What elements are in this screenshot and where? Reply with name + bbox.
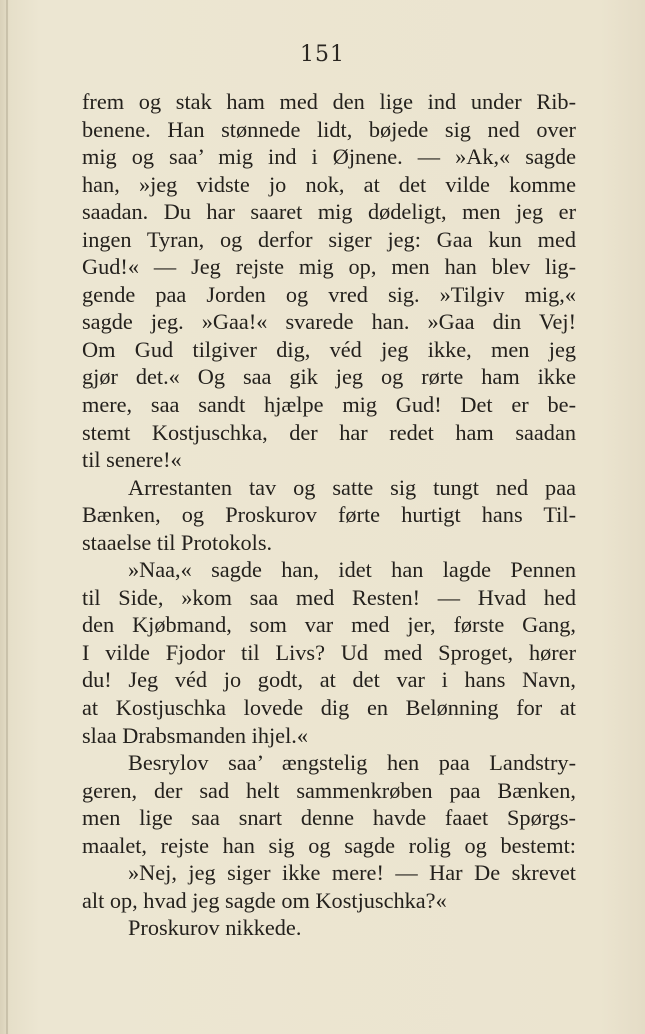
text-line: gende paa Jorden og vred sig. »Tilgiv mig,« — [82, 281, 576, 307]
text-line: Besrylov saa’ ængstelig hen paa Landstry- — [128, 750, 576, 776]
page-number: 151 — [300, 42, 345, 67]
text-line: alt op, hvad jeg sagde om Kostjuschka?« — [82, 887, 447, 913]
text-line: til senere!« — [82, 447, 182, 473]
text-line: at Kostjuschka lovede dig en Belønning for at — [82, 695, 576, 721]
text-line: han, »jeg vidste jo nok, at det vilde komme — [82, 171, 576, 197]
text-line: frem og stak ham med den lige ind under Rib- — [82, 89, 576, 114]
text-line: den Kjøbmand, som var med jer, første Gang, — [82, 612, 576, 638]
text-line: Bænken, og Proskurov førte hurtigt hans Til- — [82, 502, 576, 528]
text-line: geren, der sad helt sammenkrøben paa Bænken, — [82, 777, 576, 803]
text-line: maalet, rejste han sig og sagde rolig og bestemt: — [82, 832, 576, 858]
text-line: sagde jeg. »Gaa!« svarede han. »Gaa din Vej! — [82, 309, 576, 335]
text-line: saadan. Du har saaret mig dødeligt, men jeg er — [82, 199, 576, 225]
text-line: men lige saa snart denne havde faaet Spørgs- — [82, 805, 576, 831]
body-text — [82, 88, 576, 942]
text-line: I vilde Fjodor til Livs? Ud med Sproget, hører — [82, 639, 576, 665]
text-line: gjør det.« Og saa gik jeg og rørte ham ikke — [82, 364, 576, 390]
text-line: Arrestanten tav og satte sig tungt ned paa — [128, 474, 576, 500]
text-line: staaelse til Protokols. — [82, 529, 273, 555]
text-line: du! Jeg véd jo godt, at det var i hans Navn, — [82, 667, 576, 693]
text-line: stemt Kostjuschka, der har redet ham saadan — [82, 419, 576, 445]
text-line: benene. Han stønnede lidt, bøjede sig ned over — [82, 116, 576, 142]
text-line: Om Gud tilgiver dig, véd jeg ikke, men jeg — [82, 336, 576, 362]
text-line: »Nej, jeg siger ikke mere! — Har De skrevet — [128, 860, 576, 886]
text-line: til Side, »kom saa med Resten! — Hvad hed — [82, 584, 576, 610]
text-line: Gud!« — Jeg rejste mig op, men han blev lig- — [82, 254, 576, 280]
text-line: slaa Drabsmanden ihjel.« — [82, 722, 308, 748]
page-spine-edge — [6, 0, 8, 1034]
text-line: mere, saa sandt hjælpe mig Gud! Det er be- — [82, 392, 576, 418]
text-line: Proskurov nikkede. — [128, 915, 302, 941]
text-line: ingen Tyran, og derfor siger jeg: Gaa kun med — [82, 226, 576, 252]
text-line: mig og saa’ mig ind i Øjnene. — »Ak,« sagde — [82, 144, 576, 170]
text-line: »Naa,« sagde han, idet han lagde Pennen — [128, 557, 576, 583]
